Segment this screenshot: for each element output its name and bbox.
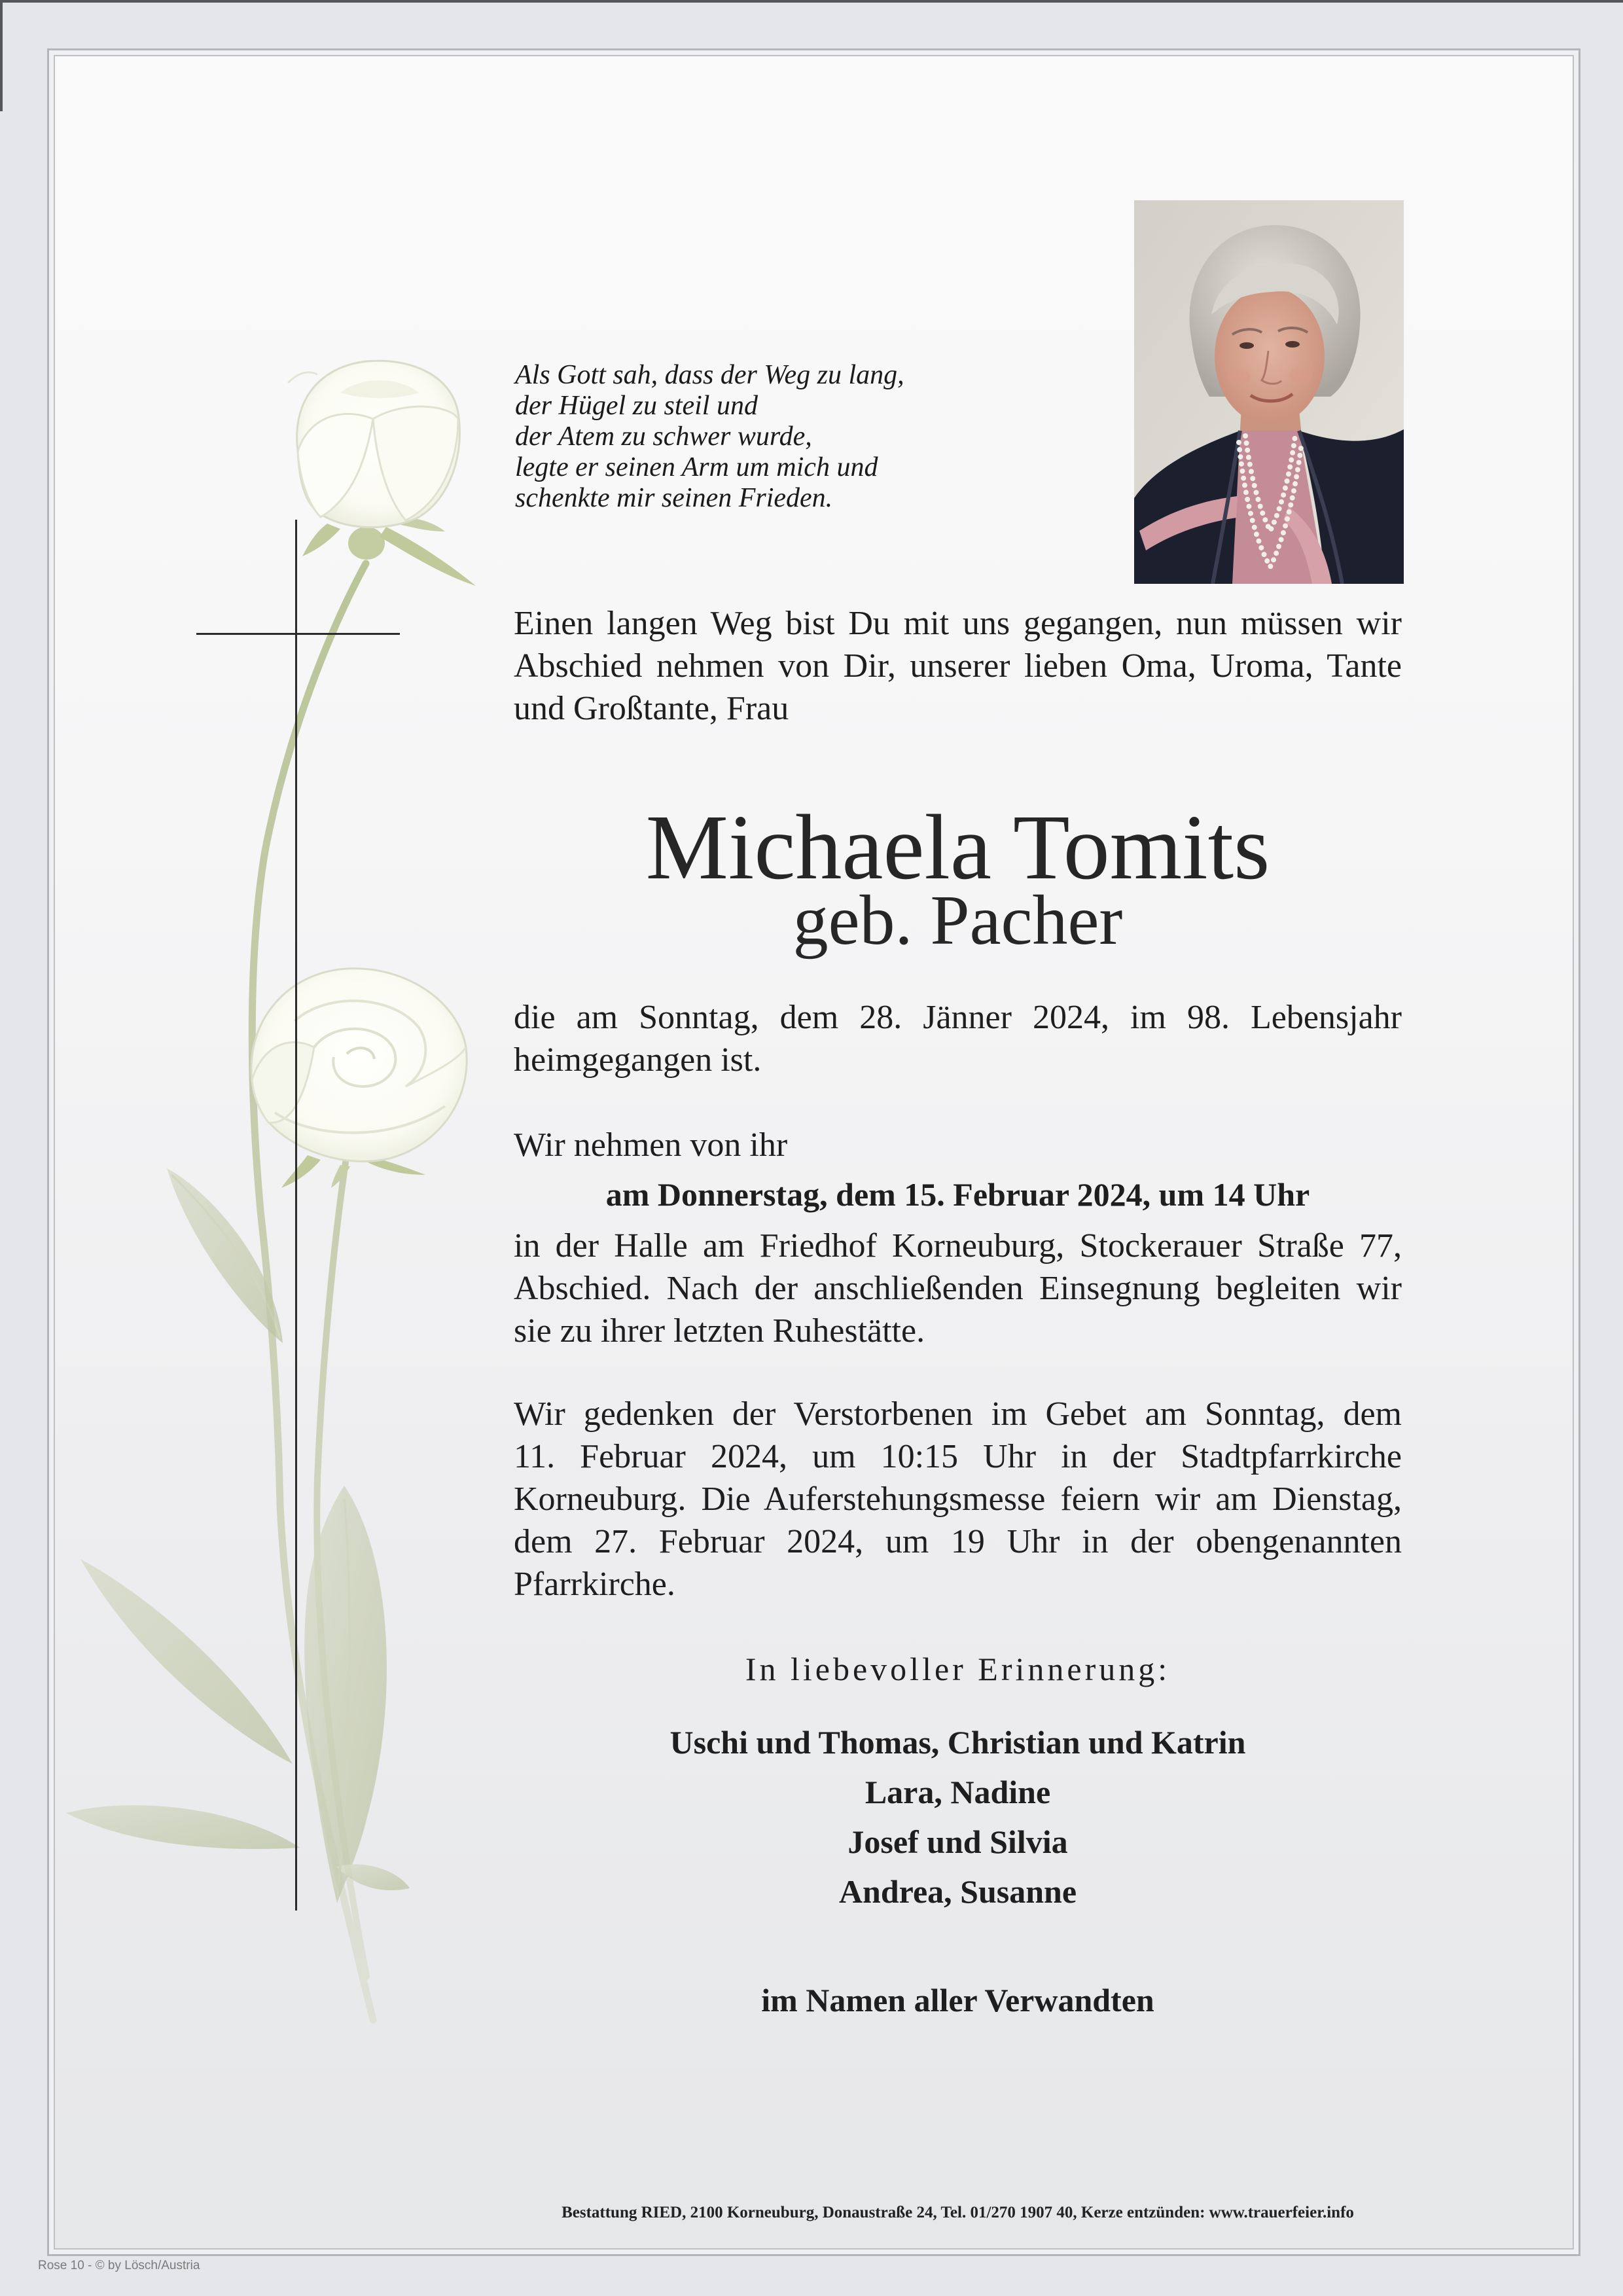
maiden-name: geb. Pacher [793, 882, 1123, 960]
mourner-line: Andrea, Susanne [838, 1873, 1077, 1910]
poem-line: Als Gott sah, dass der Weg zu lang, [515, 360, 904, 390]
text-line: 11. Februar 2024, um 10:15 Uhr in der Stadtpfarrkirche [514, 1438, 1402, 1475]
funeral-home-footer: Bestattung RIED, 2100 Korneuburg, Donaustraße 24, Tel. 01/270 1907 40, Kerze entzünden: www.trauerfeier.info [562, 2204, 1354, 2221]
farewell-lead [514, 1124, 1402, 1166]
leaf [80, 1559, 293, 1764]
text-line: sie zu ihrer letzten Ruhestätte. [514, 1312, 925, 1350]
mourner-line: Josef und Silvia [847, 1823, 1068, 1860]
portrait-face [1215, 287, 1325, 425]
text-line: Korneuburg. Die Auferstehungsmesse feiern wir am Dienstag, [514, 1480, 1402, 1518]
cross-vertical-bar [295, 520, 297, 1910]
leaf [304, 1486, 387, 1903]
text-line: heimgegangen ist. [514, 1041, 762, 1079]
poem-line: der Atem zu schwer wurde, [515, 422, 812, 452]
rose-top [288, 361, 476, 586]
text-line: Wir nehmen von ihr [514, 1126, 788, 1164]
mourner-line: Lara, Nadine [865, 1774, 1051, 1810]
rose-leaves [66, 1168, 410, 1903]
mourner-line: Uschi und Thomas, Christian und Katrin [669, 1724, 1246, 1761]
text-line: Abschied. Nach der anschließenden Einsegnung begleiten wir [514, 1270, 1402, 1307]
portrait-photo [1134, 200, 1404, 584]
text-line: die am Sonntag, dem 28. Jänner 2024, im 98. Lebensjahr [514, 999, 1402, 1036]
closing-signoff: im Namen aller Verwandten [761, 1982, 1154, 2018]
funeral-date-line: am Donnerstag, dem 15. Februar 2024, um 14 Uhr [605, 1176, 1310, 1213]
poem-line: schenkte mir seinen Frieden. [515, 483, 833, 513]
text-line: Einen langen Weg bist Du mit uns gegangen, nun müssen wir [514, 605, 1402, 642]
farewell-paragraph [514, 1225, 1402, 1352]
text-line: und Großtante, Frau [514, 690, 789, 727]
rose-bottom [251, 969, 467, 1188]
poem-line: der Hügel zu steil und [515, 391, 758, 421]
leaf [66, 1805, 300, 1849]
cross-horizontal-bar [196, 633, 400, 635]
text-line: dem 27. Februar 2024, um 19 Uhr in der obengenannten [514, 1523, 1402, 1560]
image-credit: Rose 10 - © by Lösch/Austria [38, 2259, 200, 2272]
white-roses-decoration [0, 0, 589, 2296]
poem-line: legte er seinen Arm um mich und [515, 452, 878, 482]
text-line: in der Halle am Friedhof Korneuburg, Stockerauer Straße 77, [514, 1227, 1402, 1265]
death-notice-paragraph [514, 996, 1402, 1081]
text-line: Abschied nehmen von Dir, unserer lieben Oma, Uroma, Tante [514, 647, 1402, 685]
poem [515, 360, 904, 514]
intro-paragraph [514, 602, 1402, 730]
memorial-paragraph [514, 1393, 1402, 1605]
deceased-name: Michaela Tomits [645, 795, 1270, 899]
text-line: Pfarrkirche. [514, 1566, 675, 1603]
mourners-list [514, 1717, 1402, 1916]
closing-heading: In liebevoller Erinnerung: [745, 1651, 1171, 1687]
text-line: Wir gedenken der Verstorbenen im Gebet am Sonntag, dem [514, 1395, 1402, 1433]
